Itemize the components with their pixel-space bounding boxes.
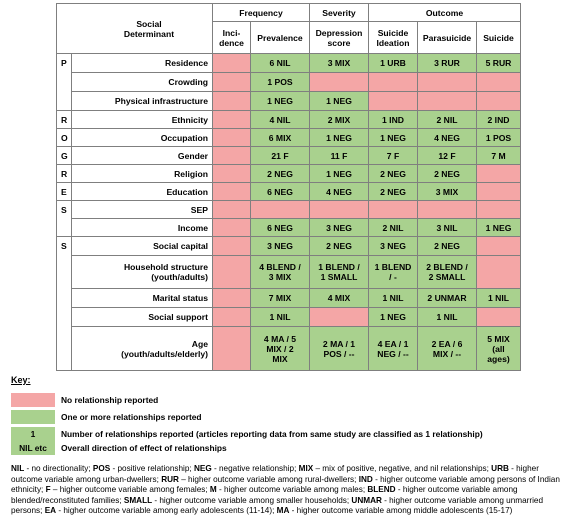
abbreviation-definition: – higher outcome variable among rural-dwellers; [178,474,359,484]
table-cell: 4 MIX [310,289,369,308]
table-cell: 1 NIL [251,308,310,327]
determinant-label: Education [72,183,213,201]
abbreviation-definition: - higher outcome variable among smaller households; [152,495,352,505]
table-row [57,147,521,165]
table-cell [418,201,477,219]
table-cell [477,92,521,111]
table-row [57,54,521,73]
group-frequency: Frequency [213,4,310,22]
determinant-label: Marital status [72,289,213,308]
table-cell [310,308,369,327]
table-cell [477,183,521,201]
determinant-label: Ethnicity [72,111,213,129]
determinant-label: Gender [72,147,213,165]
category-letter: S [57,237,72,371]
col-parasuicide: Parasuicide [418,22,477,54]
table-cell [213,54,251,73]
table-cell: 6 NEG [251,219,310,237]
determinant-label: Physical infrastructure [72,92,213,111]
table-cell [213,147,251,165]
table-cell: 2 NEG [418,237,477,256]
table-cell: 4 MA / 5 MIX / 2 MIX [251,327,310,371]
table-cell [213,256,251,289]
table-cell: 3 RUR [418,54,477,73]
table-row [57,92,521,111]
key-text: No relationship reported [61,395,159,405]
category-letter: S [57,201,72,237]
table-row [57,308,521,327]
key-item [11,410,202,424]
table-cell: 6 MIX [251,129,310,147]
abbreviation: MIX [298,464,314,473]
table-cell: 3 NEG [251,237,310,256]
table-row [57,256,521,289]
table-cell [310,201,369,219]
table-row [57,73,521,92]
abbreviation: EA [44,506,57,516]
table-cell: 1 NEG [477,219,521,237]
table-cell: 11 F [310,147,369,165]
table-cell [213,237,251,256]
table-cell: 1 URB [369,54,418,73]
table-cell: 2 MA / 1 POS / -- [310,327,369,371]
abbreviation: URB [491,464,509,473]
determinant-label: Income [72,219,213,237]
abbreviation-definition: – higher outcome variable among females; [50,485,210,495]
determinant-label: Social support [72,308,213,327]
table-cell: 4 NEG [418,129,477,147]
table-row [57,219,521,237]
key-swatch [11,393,55,407]
table-cell: 12 F [418,147,477,165]
table-cell: 7 MIX [251,289,310,308]
abbreviation-definition: - higher outcome variable among unmarried persons; [11,495,544,516]
table-cell [213,92,251,111]
abbreviation-definition: - positive relationship; [110,464,194,473]
col-suicide: Suicide [477,22,521,54]
table-cell [251,201,310,219]
table-cell [418,92,477,111]
abbreviation-definition: - higher outcome variable among middle adolescents (15-17) [289,506,513,516]
table-cell: 3 NIL [418,219,477,237]
table-cell: 6 NEG [251,183,310,201]
table-cell: 1 IND [369,111,418,129]
table-cell [477,237,521,256]
group-severity: Severity [310,4,369,22]
table-cell [369,73,418,92]
table-header [57,4,521,54]
table-cell: 1 NEG [310,129,369,147]
table-cell: 3 NEG [369,237,418,256]
table-cell: 5 MIX (all ages) [477,327,521,371]
abbreviation: M [209,485,217,495]
key-swatch: NIL etc [11,441,55,455]
table-cell: 6 NIL [251,54,310,73]
key-item [11,393,158,407]
table-cell: 2 MIX [310,111,369,129]
table-cell: 2 NEG [369,165,418,183]
table-cell: 2 NEG [310,237,369,256]
table-row [57,327,521,371]
determinant-label: Religion [72,165,213,183]
key-title: Key: [11,375,31,385]
table-cell [418,73,477,92]
table-cell: 21 F [251,147,310,165]
table-cell: 2 NEG [251,165,310,183]
table-cell [477,308,521,327]
table-cell: 4 BLEND / 3 MIX [251,256,310,289]
abbreviation-definition: - higher outcome variable among blended/reconstituted families; [11,485,518,505]
table-cell: 1 NEG [310,92,369,111]
table-cell [477,256,521,289]
table-cell [213,183,251,201]
table-cell: 1 POS [251,73,310,92]
table-row [57,129,521,147]
table-cell [477,201,521,219]
table-cell: 3 MIX [310,54,369,73]
table-cell: 2 UNMAR [418,289,477,308]
table-cell: 4 EA / 1 NEG / -- [369,327,418,371]
table-cell [213,165,251,183]
table-cell: 1 NEG [310,165,369,183]
abbreviation: UNMAR [351,495,382,505]
col-incidence: Inci- dence [213,22,251,54]
table-cell: 1 NIL [477,289,521,308]
table-cell: 4 NEG [310,183,369,201]
key-notes [11,464,561,517]
table-cell: 2 EA / 6 MIX / -- [418,327,477,371]
abbreviation: F [45,485,51,495]
table-cell [213,201,251,219]
key-swatch [11,410,55,424]
key-swatch: 1 [11,427,55,441]
category-letter: G [57,147,72,165]
abbreviation: POS [92,464,111,473]
table-row [57,289,521,308]
table-cell: 1 NEG [369,129,418,147]
category-letter: P [57,54,72,111]
table-cell [213,289,251,308]
table-cell [213,111,251,129]
determinant-label: Age (youth/adults/elderly) [72,327,213,371]
table-cell: 2 NIL [369,219,418,237]
key-item [11,427,483,441]
table-cell: 2 NEG [418,165,477,183]
table-cell: 2 BLEND / 2 SMALL [418,256,477,289]
table-cell: 1 NIL [418,308,477,327]
table-cell [213,73,251,92]
table-row [57,183,521,201]
determinant-label: Residence [72,54,213,73]
table-cell: 5 RUR [477,54,521,73]
table-row [57,111,521,129]
table-cell [477,73,521,92]
table-cell: 3 NEG [310,219,369,237]
table-cell [213,219,251,237]
group-outcome: Outcome [369,4,521,22]
determinant-label: Social capital [72,237,213,256]
table-row [57,201,521,219]
table-cell [310,73,369,92]
category-letter: R [57,111,72,129]
table-cell [213,129,251,147]
table-row [57,165,521,183]
table-cell: 7 M [477,147,521,165]
abbreviation: BLEND [367,485,396,495]
key-item [11,441,227,455]
table-row [57,237,521,256]
table-cell: 4 NIL [251,111,310,129]
table-body [57,54,521,371]
determinants-table [56,3,521,371]
col-prevalence: Prevalence [251,22,310,54]
abbreviation: NEG [193,464,212,473]
table-cell: 1 BLEND / 1 SMALL [310,256,369,289]
key-text: Number of relationships reported (articles reporting data from same study are classified as 1 relationship) [61,429,483,439]
table-cell [213,327,251,371]
table-cell: 3 MIX [418,183,477,201]
determinant-label: Crowding [72,73,213,92]
abbreviation-definition: - no directionality; [24,464,93,473]
abbreviation: MA [276,506,290,516]
table-cell: 1 NEG [369,308,418,327]
table-cell: 2 NEG [369,183,418,201]
determinant-label: SEP [72,201,213,219]
header-determinant: Social Determinant [57,4,213,54]
table-cell [369,201,418,219]
col-depression-score: Depression score [310,22,369,54]
category-letter: R [57,165,72,183]
abbreviation: IND [358,474,373,484]
determinant-label: Household structure (youth/adults) [72,256,213,289]
abbreviation-definition: - negative relationship; [211,464,299,473]
abbreviation-definition: - higher outcome variable among persons of Indian ethnicity; [11,474,560,495]
col-suicide-ideation: Suicide Ideation [369,22,418,54]
table-cell [369,92,418,111]
abbreviation: NIL [11,464,25,473]
table-cell: 2 IND [477,111,521,129]
table-cell: 1 BLEND / - [369,256,418,289]
category-letter: O [57,129,72,147]
table-cell: 1 POS [477,129,521,147]
abbreviation-definition: - higher outcome variable among urban-dwellers; [11,464,539,484]
table-cell: 1 NEG [251,92,310,111]
abbreviation-definition: - higher outcome variable among males; [216,485,368,495]
abbreviation: RUR [161,474,179,484]
table-cell: 2 NIL [418,111,477,129]
key-text: Overall direction of effect of relationships [61,443,227,453]
abbreviation-definition: - higher outcome variable among early adolescents (11-14); [56,506,277,516]
table-cell: 1 NIL [369,289,418,308]
key-text: One or more relationships reported [61,412,202,422]
category-letter: E [57,183,72,201]
determinant-label: Occupation [72,129,213,147]
abbreviation: SMALL [123,495,153,505]
table-cell [477,165,521,183]
abbreviation-definition: – mix of positive, negative, and nil relationships; [313,464,492,473]
table-cell: 7 F [369,147,418,165]
table-cell [213,308,251,327]
